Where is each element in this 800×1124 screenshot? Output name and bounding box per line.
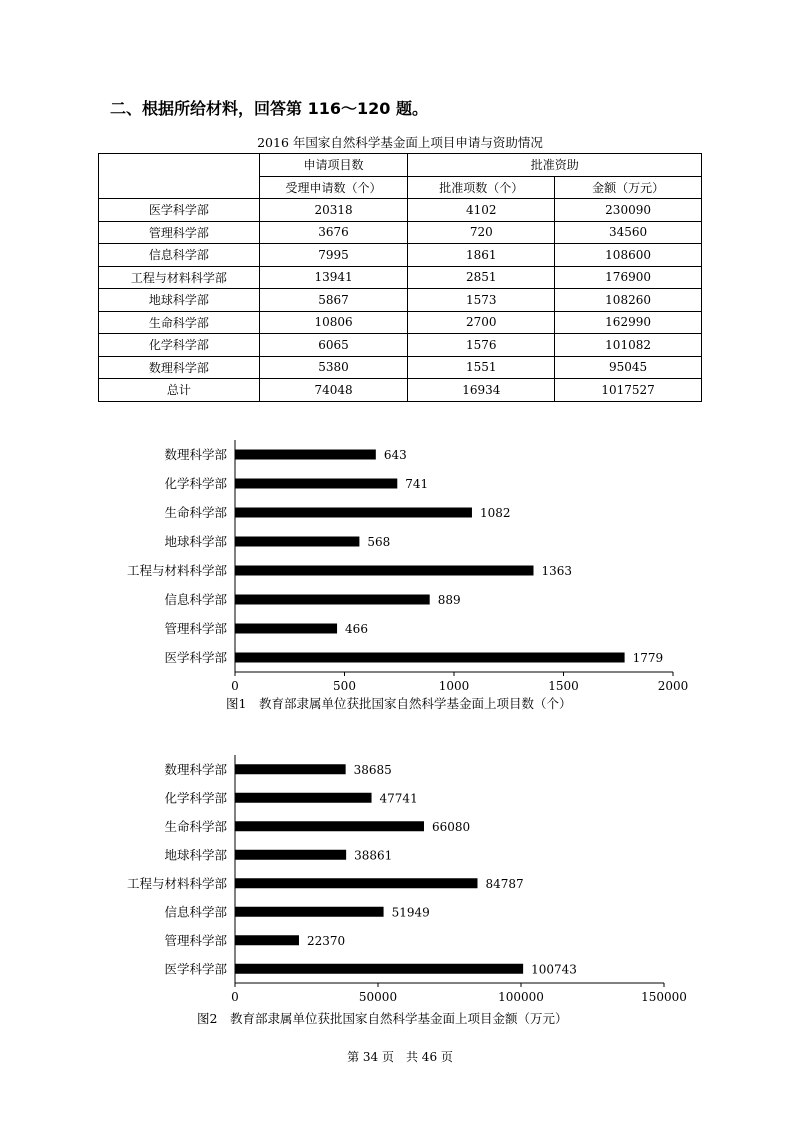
row-label: 生命科学部: [99, 311, 260, 334]
table-cell: 34560: [555, 221, 702, 244]
row-label: 管理科学部: [99, 221, 260, 244]
table-cell: 108260: [555, 289, 702, 312]
row-label: 化学科学部: [99, 334, 260, 357]
table-row: [99, 266, 702, 289]
table-cell: 101082: [555, 334, 702, 357]
table-cell: 1017527: [555, 379, 702, 402]
subheader-cell: 金额（万元）: [555, 176, 702, 199]
bar: [235, 964, 523, 974]
table-corner-cell: [99, 154, 260, 199]
data-label: 66080: [431, 819, 471, 834]
category-label: 地球科学部: [164, 534, 227, 549]
x-tick-label: 50000: [358, 990, 398, 1004]
category-label: 生命科学部: [164, 818, 227, 834]
table-cell: 4102: [408, 199, 555, 222]
bar: [235, 878, 477, 888]
data-label: 1082: [479, 506, 511, 520]
category-label: 管理科学部: [164, 932, 227, 948]
row-label: 信息科学部: [99, 244, 260, 267]
table-cell: 20318: [259, 199, 408, 222]
table-cell: 5867: [259, 289, 408, 312]
row-label: 医学科学部: [99, 199, 260, 222]
data-label: 38861: [354, 848, 393, 863]
x-tick-label: 500: [333, 679, 356, 693]
table-cell: 16934: [408, 379, 555, 402]
table-cell: 162990: [555, 311, 702, 334]
table-cell: 74048: [259, 379, 408, 402]
table-row: [99, 244, 702, 267]
category-label: 信息科学部: [164, 592, 227, 607]
category-label: 生命科学部: [164, 505, 227, 520]
x-tick-label: 0: [231, 990, 239, 1004]
category-label: 数理科学部: [164, 761, 227, 777]
table-cell: 108600: [555, 244, 702, 267]
category-label: 管理科学部: [164, 621, 227, 636]
header-applications: 申请项目数: [259, 154, 408, 177]
data-label: 466: [345, 622, 368, 636]
data-label: 889: [437, 593, 461, 607]
subheader-cell: 受理申请数（个）: [259, 176, 408, 199]
data-label: 643: [383, 448, 407, 462]
data-label: 22370: [306, 933, 346, 948]
row-label: 工程与材料科学部: [99, 266, 260, 289]
x-tick-label: 0: [231, 679, 239, 693]
bar: [235, 907, 384, 917]
header-approved-funding: 批准资助: [408, 154, 702, 177]
bar: [235, 566, 533, 576]
bar: [235, 793, 372, 803]
table-row: [99, 199, 702, 222]
chart-caption: 图2 教育部隶属单位获批国家自然科学基金面上项目金额（万元）: [197, 1011, 568, 1026]
table-cell: 720: [408, 221, 555, 244]
row-label: 总计: [99, 379, 260, 402]
table-cell: 176900: [555, 266, 702, 289]
table-cell: 1576: [408, 334, 555, 357]
subheader-cell: 批准项数（个）: [408, 176, 555, 199]
table-row: [99, 311, 702, 334]
table-row: [99, 334, 702, 357]
table-row: [99, 356, 702, 379]
data-label: 51949: [391, 905, 430, 920]
category-label: 工程与材料科学部: [126, 875, 227, 891]
category-label: 化学科学部: [164, 476, 227, 491]
bar: [235, 479, 397, 489]
data-label: 100743: [531, 962, 577, 977]
table-cell: 10806: [259, 311, 408, 334]
chart-caption: 图1 教育部隶属单位获批国家自然科学基金面上项目数（个）: [226, 696, 572, 711]
bar: [235, 764, 346, 774]
page-footer: 第 34 页 共 46 页: [347, 1050, 453, 1064]
x-tick-label: 1000: [438, 679, 470, 693]
bar: [235, 595, 430, 605]
data-label: 84787: [485, 876, 524, 891]
bar: [235, 821, 424, 831]
data-table: [98, 153, 702, 402]
table-cell: 6065: [259, 334, 408, 357]
x-tick-label: 100000: [498, 990, 544, 1004]
table-cell: 13941: [259, 266, 408, 289]
section-heading: 二、根据所给材料，回答第 116～120 题。: [110, 99, 428, 118]
bar: [235, 508, 472, 518]
chart-2: [0, 750, 800, 1040]
chart-1: [0, 432, 800, 722]
data-label: 1779: [632, 651, 664, 665]
row-label: 数理科学部: [99, 356, 260, 379]
bar: [235, 450, 376, 460]
category-label: 工程与材料科学部: [126, 563, 227, 578]
table-caption: 2016 年国家自然科学基金面上项目申请与资助情况: [257, 135, 543, 150]
table-cell: 1573: [408, 289, 555, 312]
category-label: 信息科学部: [164, 904, 227, 920]
bar: [235, 850, 346, 860]
data-label: 568: [367, 535, 391, 549]
table-header-row: [99, 154, 702, 177]
bar: [235, 653, 625, 663]
x-tick-label: 1500: [548, 679, 579, 693]
table-cell: 7995: [259, 244, 408, 267]
category-label: 医学科学部: [164, 961, 227, 977]
table-cell: 95045: [555, 356, 702, 379]
table-cell: 230090: [555, 199, 702, 222]
data-label: 38685: [353, 762, 392, 777]
table-cell: 1861: [408, 244, 555, 267]
category-label: 化学科学部: [164, 790, 227, 806]
table-row: [99, 289, 702, 312]
table-cell: 5380: [259, 356, 408, 379]
category-label: 医学科学部: [164, 650, 227, 665]
category-label: 地球科学部: [164, 847, 227, 863]
x-tick-label: 150000: [641, 990, 687, 1004]
data-label: 47741: [379, 791, 418, 806]
table-total-row: [99, 379, 702, 402]
data-label: 1363: [541, 564, 573, 578]
data-label: 741: [405, 477, 429, 491]
row-label: 地球科学部: [99, 289, 260, 312]
x-tick-label: 2000: [657, 679, 689, 693]
table-cell: 2851: [408, 266, 555, 289]
bar: [235, 537, 359, 547]
table-cell: 2700: [408, 311, 555, 334]
table-row: [99, 221, 702, 244]
bar: [235, 935, 299, 945]
bar: [235, 624, 337, 634]
table-cell: 3676: [259, 221, 408, 244]
table-cell: 1551: [408, 356, 555, 379]
category-label: 数理科学部: [164, 447, 227, 462]
